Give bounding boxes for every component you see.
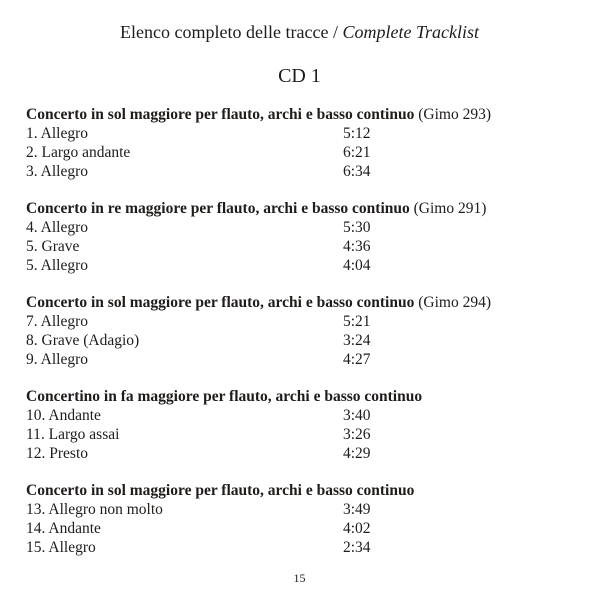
work-name: Concerto in re maggiore per flauto, archi e basso continuo <box>26 200 410 217</box>
work-name: Concerto in sol maggiore per flauto, archi e basso continuo <box>26 294 415 311</box>
track-duration: 5:12 <box>343 125 371 142</box>
work-section <box>26 293 586 369</box>
work-catalog: (Gimo 293) <box>418 106 491 123</box>
track-label: 4. Allegro <box>26 219 88 236</box>
track-label: 2. Largo andante <box>26 144 131 161</box>
track-label: 1. Allegro <box>26 125 88 142</box>
track-row <box>26 237 586 256</box>
track-duration: 4:04 <box>343 257 371 274</box>
track-row <box>26 350 586 369</box>
track-duration: 4:36 <box>343 238 371 255</box>
track-row <box>26 312 586 331</box>
track-duration: 3:49 <box>343 501 371 518</box>
track-row <box>26 406 586 425</box>
work-title <box>26 481 586 500</box>
track-label: 15. Allegro <box>26 539 96 556</box>
work-name: Concerto in sol maggiore per flauto, archi e basso continuo <box>26 106 415 123</box>
work-name: Concerto in sol maggiore per flauto, archi e basso continuo <box>26 482 415 499</box>
track-duration: 6:21 <box>343 144 371 161</box>
track-duration: 2:34 <box>343 539 371 556</box>
work-catalog: (Gimo 291) <box>413 200 487 217</box>
track-row <box>26 143 586 162</box>
track-duration: 3:24 <box>343 332 371 349</box>
page-title <box>0 21 599 43</box>
work-catalog: (Gimo 294) <box>418 294 491 311</box>
track-row <box>26 162 586 181</box>
track-row <box>26 538 586 557</box>
track-row <box>26 218 586 237</box>
track-label: 9. Allegro <box>26 351 88 368</box>
work-name: Concertino in fa maggiore per flauto, archi e basso continuo <box>26 388 423 405</box>
track-label: 10. Andante <box>26 407 101 424</box>
track-duration: 4:27 <box>343 351 371 368</box>
track-row <box>26 256 586 275</box>
track-duration: 4:29 <box>343 445 371 462</box>
track-label: 13. Allegro non molto <box>26 501 163 518</box>
work-section <box>26 199 586 275</box>
track-row <box>26 519 586 538</box>
track-label: 3. Allegro <box>26 163 88 180</box>
work-title <box>26 293 586 312</box>
work-section <box>26 387 586 463</box>
track-label: 12. Presto <box>26 445 88 462</box>
track-label: 14. Andante <box>26 520 101 537</box>
track-label: 8. Grave (Adagio) <box>26 332 140 349</box>
track-row <box>26 444 586 463</box>
track-row <box>26 331 586 350</box>
track-label: 11. Largo assai <box>26 426 120 443</box>
title-italian: Elenco completo delle tracce <box>120 22 329 42</box>
track-duration: 5:21 <box>343 313 371 330</box>
track-duration: 4:02 <box>343 520 371 537</box>
track-duration: 5:30 <box>343 219 371 236</box>
work-title <box>26 387 586 406</box>
title-english: Complete Tracklist <box>342 22 479 42</box>
work-section <box>26 481 586 557</box>
page-number: 15 <box>293 571 306 585</box>
cd-heading: CD 1 <box>278 65 321 87</box>
tracklist <box>26 105 586 575</box>
track-row <box>26 425 586 444</box>
track-label: 7. Allegro <box>26 313 88 330</box>
track-label: 5. Allegro <box>26 257 88 274</box>
work-title <box>26 199 586 218</box>
track-duration: 6:34 <box>343 163 371 180</box>
title-separator: / <box>328 22 343 42</box>
track-duration: 3:40 <box>343 407 371 424</box>
track-label: 5. Grave <box>26 238 80 255</box>
track-row <box>26 124 586 143</box>
track-row <box>26 500 586 519</box>
work-section <box>26 105 586 181</box>
work-title <box>26 105 586 124</box>
track-duration: 3:26 <box>343 426 371 443</box>
